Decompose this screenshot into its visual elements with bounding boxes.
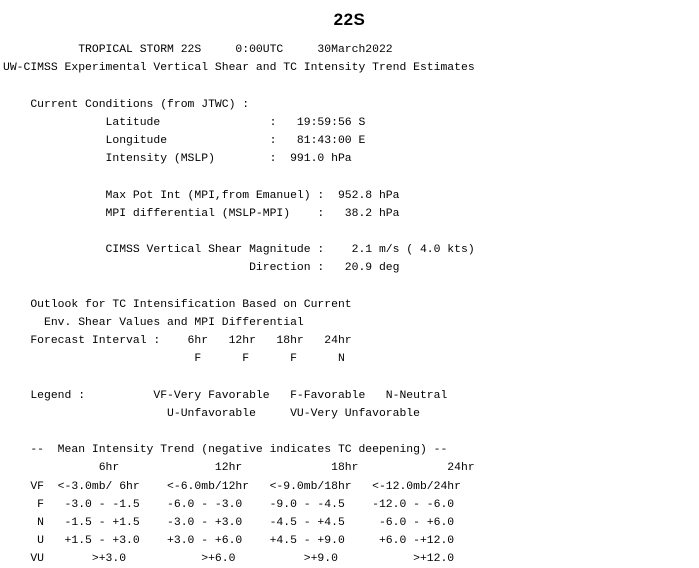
legend-line-1: Legend : VF-Very Favorable F-Favorable N-Neutral <box>3 389 448 402</box>
forecast-outlook-values-line: F F F N <box>3 353 345 366</box>
trend-row-vu: VU >+3.0 >+6.0 >+9.0 >+12.0 <box>3 553 455 566</box>
intensity-line: Intensity (MSLP) : 991.0 hPa <box>3 153 352 166</box>
page-title: 22S <box>333 10 366 29</box>
mpi-line: Max Pot Int (MPI,from Emanuel) : 952.8 hPa <box>3 189 400 202</box>
trend-row-vf: VF <-3.0mb/ 6hr <-6.0mb/12hr <-9.0mb/18hr <-12.0mb/24hr <box>3 480 461 493</box>
trend-row-f: F -3.0 - -1.5 -6.0 - -3.0 -9.0 - -4.5 -12.0 - -6.0 <box>3 498 455 511</box>
mpi-differential-line: MPI differential (MSLP-MPI) : 38.2 hPa <box>3 207 400 220</box>
report-subtitle-line: UW-CIMSS Experimental Vertical Shear and TC Intensity Trend Estimates <box>3 62 475 75</box>
latitude-line: Latitude : 19:59:56 S <box>3 116 366 129</box>
trend-table-header-row: 6hr 12hr 18hr 24hr <box>3 462 475 475</box>
current-conditions-heading: Current Conditions (from JTWC) : <box>3 98 250 111</box>
legend-line-2: U-Unfavorable VU-Very Unfavorable <box>3 407 420 420</box>
outlook-heading-line: Outlook for TC Intensification Based on Current <box>3 298 352 311</box>
report-blank-line <box>3 368 475 386</box>
trend-table-heading: -- Mean Intensity Trend (negative indicates TC deepening) -- <box>3 444 448 457</box>
report-header-line: TROPICAL STORM 22S 0:00UTC 30March2022 <box>3 44 393 56</box>
trend-row-n: N -1.5 - +1.5 -3.0 - +3.0 -4.5 - +4.5 -6.0 - +6.0 <box>3 516 455 529</box>
report-blank-line <box>3 423 475 441</box>
shear-intensity-report <box>3 41 475 568</box>
report-blank-line <box>3 168 475 186</box>
report-blank-line <box>3 77 475 95</box>
report-blank-line <box>3 223 475 241</box>
shear-direction-line: Direction : 20.9 deg <box>3 262 400 275</box>
trend-row-u: U +1.5 - +3.0 +3.0 - +6.0 +4.5 - +9.0 +6.0 -+12.0 <box>3 535 455 548</box>
longitude-line: Longitude : 81:43:00 E <box>3 134 366 147</box>
outlook-subheading-line: Env. Shear Values and MPI Differential <box>3 316 304 329</box>
report-blank-line <box>3 277 475 295</box>
forecast-interval-line: Forecast Interval : 6hr 12hr 18hr 24hr <box>3 335 352 347</box>
shear-magnitude-line: CIMSS Vertical Shear Magnitude : 2.1 m/s ( 4.0 kts) <box>3 244 475 257</box>
